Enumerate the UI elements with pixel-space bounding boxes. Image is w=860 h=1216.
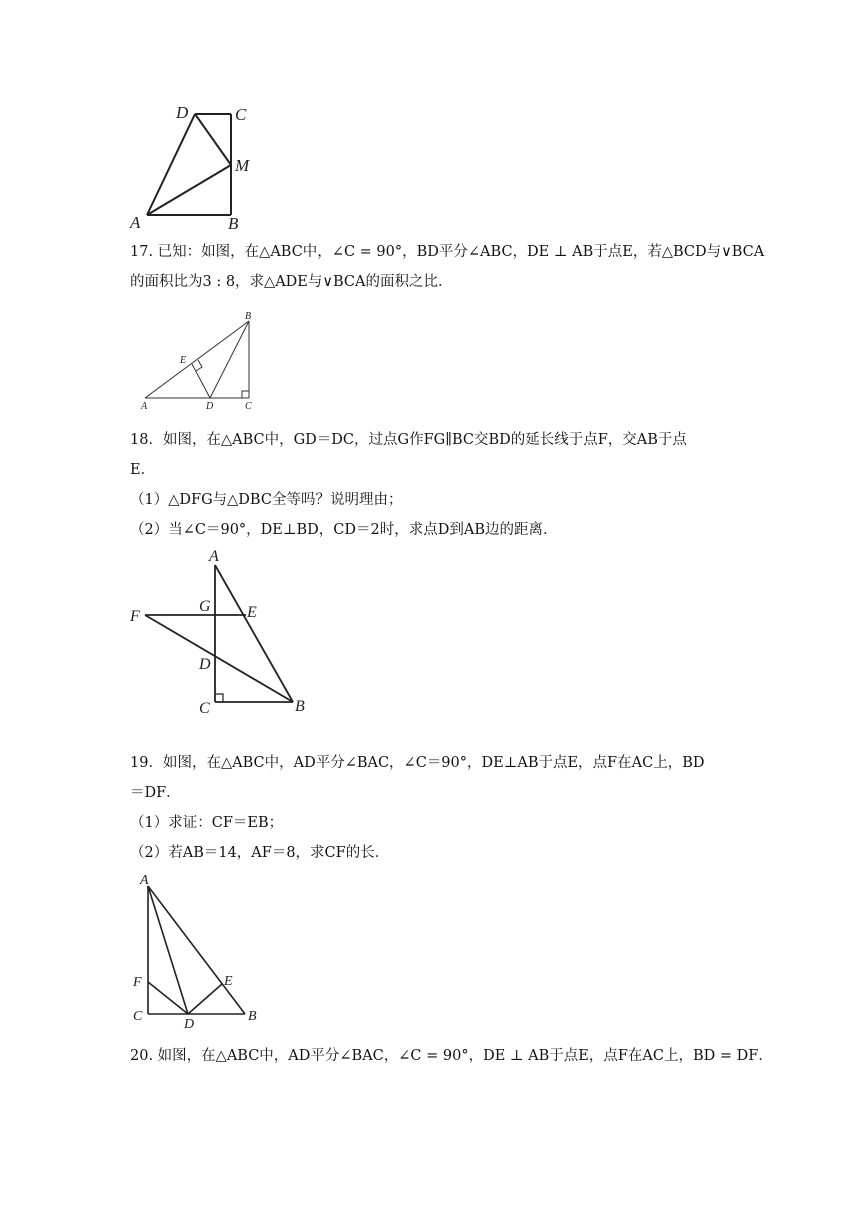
- segment-de: [192, 364, 210, 398]
- label-d: D: [184, 1017, 195, 1032]
- segment-ab: [145, 321, 249, 398]
- label-c: C: [235, 105, 247, 124]
- label-a: A: [209, 548, 219, 565]
- segment-de: [188, 984, 222, 1014]
- q19-text-line2: ＝DF．: [130, 785, 181, 801]
- q17-text-line2: 的面积比为3 : 8，求△ADE与∨BCA的面积之比．: [130, 274, 453, 290]
- label-c: C: [245, 401, 252, 412]
- q18-part1: （1）△DFG与△DBC全等吗？说明理由；: [130, 492, 403, 508]
- label-f: F: [133, 975, 142, 990]
- q19-part1: （1）求证：CF＝EB；: [130, 815, 284, 831]
- figure-triangle-q17: [135, 308, 265, 413]
- label-b: B: [248, 1009, 257, 1024]
- label-d: D: [199, 656, 211, 673]
- q19-part2: （2）若AB＝14，AF＝8，求CF的长．: [130, 845, 390, 861]
- label-d: D: [176, 103, 189, 122]
- right-angle-mark-c: [242, 391, 249, 398]
- figure-triangle-q19: [128, 870, 268, 1032]
- label-a: A: [141, 401, 148, 412]
- segment-ad: [148, 886, 188, 1014]
- q18-text-line1: 18．如图，在△ABC中，GD＝DC，过点G作FG∥BC交BD的延长线于点F，交AB于点: [130, 432, 687, 448]
- figure-triangle-q18: [125, 545, 315, 720]
- label-b: B: [295, 698, 305, 715]
- q19-text-line1: 19．如图，在△ABC中，AD平分∠BAC，∠C＝90°，DE⊥AB于点E，点F在AC上，BD: [130, 755, 705, 771]
- figure-trapezoid-abcd: [125, 98, 275, 233]
- segment-ab: [148, 886, 245, 1014]
- q20-text-line1: 20. 如图，在△ABC中，AD平分∠BAC，∠C = 90°，DE ⊥ AB于点E，点F在AC上，BD = DF．: [130, 1048, 773, 1064]
- label-b: B: [228, 214, 239, 233]
- label-g: G: [199, 598, 211, 615]
- segment-fb: [145, 615, 293, 702]
- label-c: C: [133, 1009, 143, 1024]
- q18-part2: （2）当∠C＝90°，DE⊥BD，CD＝2时，求点D到AB边的距离．: [130, 522, 558, 538]
- right-angle-mark-e: [196, 360, 202, 371]
- label-b: B: [245, 311, 252, 322]
- label-e: E: [224, 974, 233, 989]
- label-c: C: [199, 700, 210, 717]
- label-d: D: [206, 401, 214, 412]
- right-angle-mark-c: [215, 694, 223, 702]
- segment-ab: [215, 565, 293, 702]
- label-e: E: [247, 604, 257, 621]
- label-m: M: [235, 156, 250, 175]
- segment-bd: [210, 321, 249, 398]
- segment-dm: [195, 114, 231, 165]
- q18-text-line2: E．: [130, 462, 156, 478]
- label-a: A: [140, 873, 149, 888]
- q17-text-line1: 17. 已知：如图，在△ABC中，∠C = 90°，BD平分∠ABC，DE ⊥ AB于点E，若△BCD与∨BCA: [130, 244, 765, 260]
- label-a: A: [130, 213, 141, 232]
- label-f: F: [130, 608, 140, 625]
- segment-fd: [148, 982, 188, 1014]
- label-e: E: [180, 355, 187, 366]
